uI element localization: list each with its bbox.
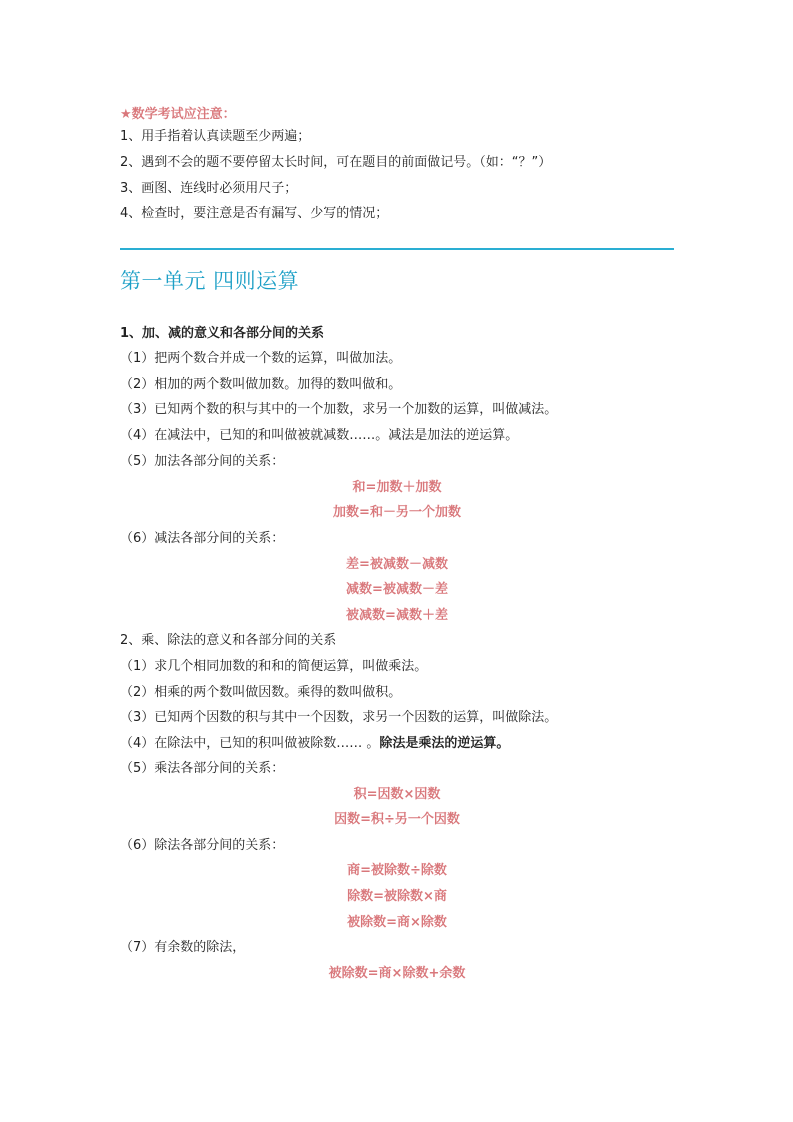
subtraction-formula: 减数=被减数－差: [346, 582, 448, 597]
multiplication-formula: 积=因数×因数: [353, 787, 441, 802]
section2-line: （2）相乘的两个数叫做因数。乘得的数叫做积。: [120, 685, 402, 700]
section2-line-4: [120, 735, 509, 753]
notice-item: 1、用手指着认真读题至少两遍；: [120, 129, 311, 144]
section2-line-4-text: （4）在除法中，已知的积叫做被除数…… 。: [120, 736, 380, 751]
section1-line: （2）相加的两个数叫做加数。加得的数叫做和。: [120, 377, 402, 392]
notice-item: 4、检查时，要注意是否有漏写、少写的情况；: [120, 206, 389, 221]
division-formula: 商=被除数÷除数: [347, 863, 447, 878]
section1-line: （4）在减法中，已知的和叫做被就减数……。减法是加法的逆运算。: [120, 428, 519, 443]
section2-line-4-bold: 除法是乘法的逆运算。: [379, 736, 510, 751]
subtraction-formula: 差=被减数－减数: [346, 557, 448, 572]
addition-formula: 和=加数＋加数: [352, 480, 442, 495]
section1-line: （3）已知两个数的积与其中的一个加数，求另一个加数的运算，叫做减法。: [120, 402, 558, 417]
section1-line: （5）加法各部分间的关系：: [120, 454, 285, 469]
section2-line: （3）已知两个因数的积与其中一个因数，求另一个因数的运算，叫做除法。: [120, 710, 558, 725]
unit-title: 第一单元 四则运算: [120, 269, 300, 293]
addition-formula: 加数=和－另一个加数: [333, 505, 461, 520]
section2-line: （6）除法各部分间的关系：: [120, 838, 285, 853]
section-divider: [120, 248, 674, 250]
section1-line: （1）把两个数合并成一个数的运算，叫做加法。: [120, 351, 402, 366]
multiplication-formula: 因数=积÷另一个因数: [334, 812, 460, 827]
remainder-formula: 被除数=商×除数+余数: [328, 966, 466, 981]
section1-title: 1、加、减的意义和各部分间的关系: [120, 326, 325, 341]
section2-line: （5）乘法各部分间的关系：: [120, 761, 285, 776]
notice-item: 3、画图、连线时必须用尺子；: [120, 181, 298, 196]
division-formula: 被除数=商×除数: [347, 915, 447, 930]
division-formula: 除数=被除数×商: [347, 889, 447, 904]
section2-line: （7）有余数的除法，: [120, 940, 246, 955]
section2-line: （1）求几个相同加数的和和的简便运算，叫做乘法。: [120, 659, 428, 674]
exam-notice-title: ★数学考试应注意：: [120, 107, 236, 122]
subtraction-formula: 被减数=减数＋差: [346, 608, 448, 623]
section2-title: 2、乘、除法的意义和各部分间的关系: [120, 633, 337, 648]
notice-item: 2、遇到不会的题不要停留太长时间，可在题目的前面做记号。（如：“？”）: [120, 155, 552, 170]
section1-line: （6）减法各部分间的关系：: [120, 531, 285, 546]
